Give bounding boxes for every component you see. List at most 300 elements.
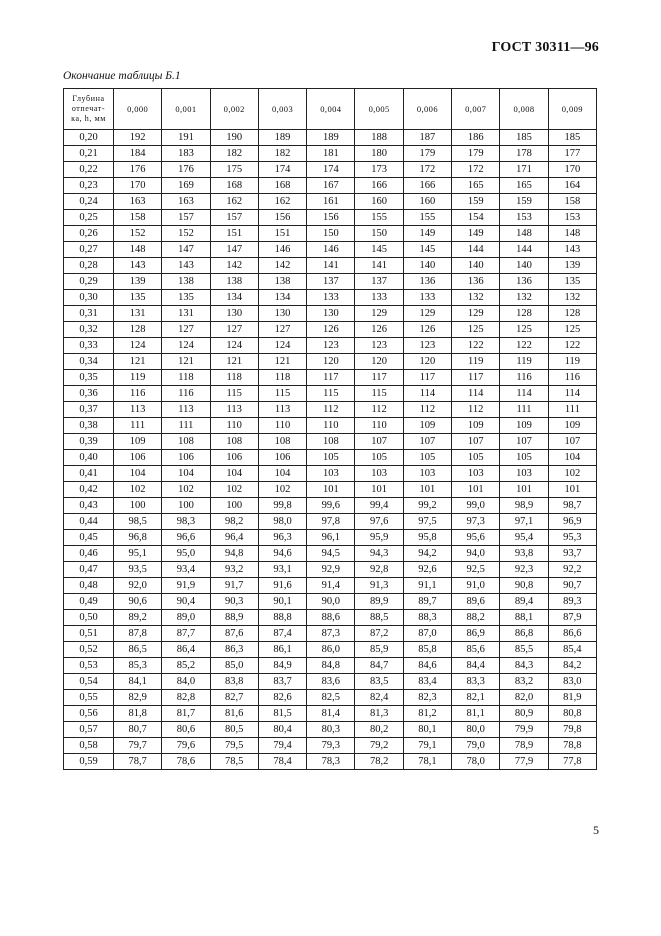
hardness-cell: 78,2 xyxy=(355,754,403,770)
hardness-cell: 103 xyxy=(355,466,403,482)
table-row xyxy=(64,658,597,674)
depth-cell: 0,41 xyxy=(64,466,114,482)
table-caption: Окончание таблицы Б.1 xyxy=(63,70,181,82)
hardness-cell: 115 xyxy=(258,386,306,402)
table-row xyxy=(64,690,597,706)
hardness-cell: 144 xyxy=(500,242,548,258)
hardness-cell: 107 xyxy=(500,434,548,450)
hardness-cell: 148 xyxy=(500,226,548,242)
hardness-cell: 122 xyxy=(500,338,548,354)
table-row xyxy=(64,562,597,578)
hardness-cell: 170 xyxy=(548,162,596,178)
hardness-cell: 187 xyxy=(403,130,451,146)
depth-column-header xyxy=(64,89,114,130)
depth-cell: 0,26 xyxy=(64,226,114,242)
hardness-cell: 106 xyxy=(210,450,258,466)
hardness-cell: 86,1 xyxy=(258,642,306,658)
hardness-cell: 123 xyxy=(355,338,403,354)
table-row xyxy=(64,642,597,658)
hardness-cell: 79,6 xyxy=(162,738,210,754)
hardness-cell: 104 xyxy=(114,466,162,482)
hardness-cell: 101 xyxy=(452,482,500,498)
depth-cell: 0,40 xyxy=(64,450,114,466)
hardness-cell: 78,1 xyxy=(403,754,451,770)
depth-cell: 0,33 xyxy=(64,338,114,354)
hardness-cell: 92,8 xyxy=(355,562,403,578)
hardness-cell: 92,9 xyxy=(307,562,355,578)
hardness-cell: 92,6 xyxy=(403,562,451,578)
hardness-cell: 104 xyxy=(548,450,596,466)
hardness-cell: 138 xyxy=(210,274,258,290)
hardness-cell: 188 xyxy=(355,130,403,146)
hardness-cell: 119 xyxy=(114,370,162,386)
hardness-cell: 78,0 xyxy=(452,754,500,770)
hardness-cell: 91,0 xyxy=(452,578,500,594)
table-row xyxy=(64,578,597,594)
table-row xyxy=(64,434,597,450)
hardness-cell: 128 xyxy=(500,306,548,322)
hardness-cell: 109 xyxy=(403,418,451,434)
depth-cell: 0,39 xyxy=(64,434,114,450)
table-row xyxy=(64,242,597,258)
hardness-cell: 80,5 xyxy=(210,722,258,738)
hardness-cell: 127 xyxy=(210,322,258,338)
hardness-cell: 100 xyxy=(210,498,258,514)
hardness-cell: 85,9 xyxy=(355,642,403,658)
hardness-cell: 155 xyxy=(403,210,451,226)
hardness-cell: 86,3 xyxy=(210,642,258,658)
hardness-cell: 137 xyxy=(355,274,403,290)
hardness-cell: 98,7 xyxy=(548,498,596,514)
hardness-cell: 81,8 xyxy=(114,706,162,722)
hardness-cell: 166 xyxy=(403,178,451,194)
hardness-cell: 164 xyxy=(548,178,596,194)
hardness-cell: 77,8 xyxy=(548,754,596,770)
hardness-cell: 105 xyxy=(500,450,548,466)
hardness-cell: 85,2 xyxy=(162,658,210,674)
hardness-cell: 85,5 xyxy=(500,642,548,658)
hardness-cell: 105 xyxy=(452,450,500,466)
hardness-cell: 89,2 xyxy=(114,610,162,626)
table-row xyxy=(64,322,597,338)
hardness-cell: 80,2 xyxy=(355,722,403,738)
hardness-cell: 100 xyxy=(162,498,210,514)
hardness-cell: 107 xyxy=(403,434,451,450)
hardness-cell: 110 xyxy=(210,418,258,434)
hardness-cell: 80,1 xyxy=(403,722,451,738)
hardness-cell: 90,0 xyxy=(307,594,355,610)
hardness-cell: 90,7 xyxy=(548,578,596,594)
hardness-cell: 80,6 xyxy=(162,722,210,738)
hardness-cell: 122 xyxy=(548,338,596,354)
hardness-cell: 81,1 xyxy=(452,706,500,722)
column-header: 0,005 xyxy=(355,89,403,130)
hardness-cell: 98,3 xyxy=(162,514,210,530)
hardness-cell: 93,4 xyxy=(162,562,210,578)
hardness-cell: 84,6 xyxy=(403,658,451,674)
hardness-cell: 140 xyxy=(452,258,500,274)
hardness-cell: 86,5 xyxy=(114,642,162,658)
hardness-cell: 80,4 xyxy=(258,722,306,738)
hardness-cell: 84,3 xyxy=(500,658,548,674)
hardness-cell: 121 xyxy=(258,354,306,370)
hardness-cell: 89,0 xyxy=(162,610,210,626)
hardness-cell: 81,9 xyxy=(548,690,596,706)
depth-cell: 0,28 xyxy=(64,258,114,274)
depth-cell: 0,52 xyxy=(64,642,114,658)
hardness-cell: 95,4 xyxy=(500,530,548,546)
hardness-cell: 113 xyxy=(162,402,210,418)
hardness-cell: 117 xyxy=(403,370,451,386)
hardness-cell: 109 xyxy=(548,418,596,434)
hardness-cell: 162 xyxy=(210,194,258,210)
table-row xyxy=(64,146,597,162)
hardness-cell: 90,6 xyxy=(114,594,162,610)
depth-cell: 0,54 xyxy=(64,674,114,690)
depth-cell: 0,35 xyxy=(64,370,114,386)
hardness-cell: 94,5 xyxy=(307,546,355,562)
hardness-cell: 116 xyxy=(162,386,210,402)
hardness-cell: 151 xyxy=(210,226,258,242)
hardness-cell: 97,8 xyxy=(307,514,355,530)
depth-cell: 0,44 xyxy=(64,514,114,530)
depth-cell: 0,53 xyxy=(64,658,114,674)
hardness-cell: 82,8 xyxy=(162,690,210,706)
hardness-cell: 153 xyxy=(500,210,548,226)
table-row xyxy=(64,130,597,146)
hardness-cell: 82,3 xyxy=(403,690,451,706)
hardness-cell: 131 xyxy=(162,306,210,322)
hardness-cell: 175 xyxy=(210,162,258,178)
depth-cell: 0,20 xyxy=(64,130,114,146)
hardness-cell: 172 xyxy=(452,162,500,178)
hardness-cell: 128 xyxy=(548,306,596,322)
hardness-cell: 98,9 xyxy=(500,498,548,514)
table-row xyxy=(64,594,597,610)
hardness-cell: 113 xyxy=(114,402,162,418)
hardness-cell: 81,3 xyxy=(355,706,403,722)
hardness-cell: 84,7 xyxy=(355,658,403,674)
hardness-cell: 135 xyxy=(114,290,162,306)
hardness-cell: 81,2 xyxy=(403,706,451,722)
hardness-cell: 126 xyxy=(355,322,403,338)
hardness-cell: 86,9 xyxy=(452,626,500,642)
hardness-cell: 141 xyxy=(355,258,403,274)
hardness-cell: 143 xyxy=(548,242,596,258)
hardness-cell: 165 xyxy=(500,178,548,194)
hardness-cell: 134 xyxy=(258,290,306,306)
hardness-cell: 82,5 xyxy=(307,690,355,706)
hardness-cell: 169 xyxy=(162,178,210,194)
hardness-cell: 113 xyxy=(210,402,258,418)
hardness-cell: 89,6 xyxy=(452,594,500,610)
hardness-cell: 125 xyxy=(548,322,596,338)
hardness-cell: 189 xyxy=(258,130,306,146)
hardness-cell: 101 xyxy=(307,482,355,498)
hardness-cell: 112 xyxy=(307,402,355,418)
hardness-cell: 81,4 xyxy=(307,706,355,722)
hardness-cell: 145 xyxy=(355,242,403,258)
hardness-cell: 134 xyxy=(210,290,258,306)
table-row xyxy=(64,482,597,498)
column-header: 0,001 xyxy=(162,89,210,130)
hardness-cell: 130 xyxy=(258,306,306,322)
hardness-cell: 104 xyxy=(210,466,258,482)
depth-cell: 0,27 xyxy=(64,242,114,258)
hardness-cell: 81,7 xyxy=(162,706,210,722)
hardness-cell: 85,0 xyxy=(210,658,258,674)
hardness-cell: 136 xyxy=(403,274,451,290)
hardness-cell: 108 xyxy=(258,434,306,450)
hardness-cell: 101 xyxy=(403,482,451,498)
hardness-cell: 88,5 xyxy=(355,610,403,626)
hardness-cell: 91,7 xyxy=(210,578,258,594)
hardness-cell: 90,4 xyxy=(162,594,210,610)
hardness-cell: 82,9 xyxy=(114,690,162,706)
table-row xyxy=(64,306,597,322)
hardness-cell: 90,1 xyxy=(258,594,306,610)
depth-cell: 0,57 xyxy=(64,722,114,738)
hardness-cell: 87,4 xyxy=(258,626,306,642)
hardness-cell: 103 xyxy=(452,466,500,482)
depth-cell: 0,36 xyxy=(64,386,114,402)
hardness-cell: 94,8 xyxy=(210,546,258,562)
hardness-cell: 87,2 xyxy=(355,626,403,642)
hardness-cell: 79,5 xyxy=(210,738,258,754)
hardness-cell: 87,3 xyxy=(307,626,355,642)
hardness-cell: 91,9 xyxy=(162,578,210,594)
hardness-cell: 88,8 xyxy=(258,610,306,626)
depth-cell: 0,23 xyxy=(64,178,114,194)
depth-header-line: Глубина xyxy=(72,94,105,103)
hardness-cell: 96,9 xyxy=(548,514,596,530)
hardness-cell: 95,0 xyxy=(162,546,210,562)
hardness-cell: 127 xyxy=(258,322,306,338)
hardness-cell: 145 xyxy=(403,242,451,258)
table-row xyxy=(64,450,597,466)
hardness-cell: 170 xyxy=(114,178,162,194)
hardness-cell: 118 xyxy=(162,370,210,386)
hardness-cell: 179 xyxy=(403,146,451,162)
depth-cell: 0,55 xyxy=(64,690,114,706)
hardness-cell: 107 xyxy=(548,434,596,450)
hardness-cell: 157 xyxy=(162,210,210,226)
hardness-cell: 132 xyxy=(452,290,500,306)
hardness-cell: 89,4 xyxy=(500,594,548,610)
hardness-cell: 86,0 xyxy=(307,642,355,658)
hardness-cell: 190 xyxy=(210,130,258,146)
hardness-cell: 116 xyxy=(500,370,548,386)
hardness-cell: 174 xyxy=(307,162,355,178)
hardness-cell: 78,3 xyxy=(307,754,355,770)
hardness-cell: 97,1 xyxy=(500,514,548,530)
hardness-cell: 78,9 xyxy=(500,738,548,754)
hardness-cell: 92,3 xyxy=(500,562,548,578)
hardness-cell: 87,6 xyxy=(210,626,258,642)
hardness-cell: 83,0 xyxy=(548,674,596,690)
hardness-cell: 98,5 xyxy=(114,514,162,530)
hardness-cell: 171 xyxy=(500,162,548,178)
table-row xyxy=(64,338,597,354)
hardness-cell: 146 xyxy=(258,242,306,258)
hardness-cell: 99,0 xyxy=(452,498,500,514)
hardness-cell: 133 xyxy=(403,290,451,306)
hardness-cell: 138 xyxy=(258,274,306,290)
hardness-cell: 172 xyxy=(403,162,451,178)
hardness-cell: 109 xyxy=(452,418,500,434)
hardness-cell: 96,8 xyxy=(114,530,162,546)
depth-header-line: ка, h, мм xyxy=(71,114,106,123)
hardness-cell: 155 xyxy=(355,210,403,226)
table-row xyxy=(64,626,597,642)
hardness-cell: 82,1 xyxy=(452,690,500,706)
hardness-cell: 78,8 xyxy=(548,738,596,754)
hardness-cell: 79,0 xyxy=(452,738,500,754)
hardness-cell: 118 xyxy=(258,370,306,386)
hardness-cell: 129 xyxy=(355,306,403,322)
hardness-cell: 79,8 xyxy=(548,722,596,738)
hardness-cell: 120 xyxy=(403,354,451,370)
hardness-cell: 146 xyxy=(307,242,355,258)
depth-cell: 0,59 xyxy=(64,754,114,770)
hardness-cell: 133 xyxy=(307,290,355,306)
hardness-cell: 87,0 xyxy=(403,626,451,642)
hardness-cell: 85,8 xyxy=(403,642,451,658)
table-row xyxy=(64,162,597,178)
depth-cell: 0,25 xyxy=(64,210,114,226)
depth-header-line: отпечат- xyxy=(71,104,106,113)
hardness-cell: 121 xyxy=(114,354,162,370)
hardness-cell: 82,6 xyxy=(258,690,306,706)
hardness-cell: 136 xyxy=(452,274,500,290)
hardness-cell: 87,8 xyxy=(114,626,162,642)
hardness-cell: 135 xyxy=(162,290,210,306)
depth-cell: 0,48 xyxy=(64,578,114,594)
depth-cell: 0,38 xyxy=(64,418,114,434)
hardness-cell: 160 xyxy=(403,194,451,210)
hardness-cell: 102 xyxy=(162,482,210,498)
hardness-cell: 94,2 xyxy=(403,546,451,562)
hardness-cell: 84,8 xyxy=(307,658,355,674)
hardness-cell: 105 xyxy=(307,450,355,466)
table-row xyxy=(64,754,597,770)
hardness-cell: 83,4 xyxy=(403,674,451,690)
hardness-cell: 101 xyxy=(500,482,548,498)
hardness-cell: 104 xyxy=(258,466,306,482)
hardness-cell: 106 xyxy=(258,450,306,466)
hardness-cell: 140 xyxy=(500,258,548,274)
hardness-cell: 93,1 xyxy=(258,562,306,578)
hardness-cell: 93,7 xyxy=(548,546,596,562)
table-row xyxy=(64,274,597,290)
hardness-cell: 149 xyxy=(403,226,451,242)
hardness-cell: 116 xyxy=(548,370,596,386)
table-row xyxy=(64,178,597,194)
table-row xyxy=(64,370,597,386)
hardness-cell: 149 xyxy=(452,226,500,242)
table-row xyxy=(64,386,597,402)
hardness-cell: 112 xyxy=(452,402,500,418)
hardness-cell: 103 xyxy=(307,466,355,482)
depth-cell: 0,47 xyxy=(64,562,114,578)
table-header-row xyxy=(64,89,597,130)
hardness-cell: 103 xyxy=(403,466,451,482)
hardness-cell: 103 xyxy=(500,466,548,482)
hardness-cell: 165 xyxy=(452,178,500,194)
hardness-cell: 125 xyxy=(452,322,500,338)
hardness-cell: 99,4 xyxy=(355,498,403,514)
hardness-cell: 98,0 xyxy=(258,514,306,530)
hardness-cell: 150 xyxy=(355,226,403,242)
hardness-cell: 111 xyxy=(548,402,596,418)
hardness-cell: 158 xyxy=(548,194,596,210)
depth-cell: 0,49 xyxy=(64,594,114,610)
hardness-cell: 119 xyxy=(548,354,596,370)
hardness-cell: 130 xyxy=(307,306,355,322)
hardness-cell: 105 xyxy=(403,450,451,466)
hardness-cell: 97,6 xyxy=(355,514,403,530)
hardness-cell: 88,6 xyxy=(307,610,355,626)
hardness-cell: 109 xyxy=(114,434,162,450)
hardness-cell: 84,4 xyxy=(452,658,500,674)
hardness-cell: 100 xyxy=(114,498,162,514)
hardness-cell: 115 xyxy=(210,386,258,402)
hardness-cell: 130 xyxy=(210,306,258,322)
column-header: 0,002 xyxy=(210,89,258,130)
hardness-cell: 135 xyxy=(548,274,596,290)
hardness-cell: 82,4 xyxy=(355,690,403,706)
table-row xyxy=(64,210,597,226)
hardness-cell: 112 xyxy=(355,402,403,418)
hardness-cell: 97,3 xyxy=(452,514,500,530)
hardness-cell: 87,7 xyxy=(162,626,210,642)
table-row xyxy=(64,194,597,210)
hardness-cell: 124 xyxy=(162,338,210,354)
hardness-cell: 127 xyxy=(162,322,210,338)
hardness-cell: 89,7 xyxy=(403,594,451,610)
hardness-cell: 162 xyxy=(258,194,306,210)
hardness-cell: 102 xyxy=(258,482,306,498)
hardness-cell: 168 xyxy=(210,178,258,194)
standard-code: ГОСТ 30311—96 xyxy=(491,40,599,55)
hardness-cell: 154 xyxy=(452,210,500,226)
page-number: 5 xyxy=(593,823,599,837)
hardness-cell: 125 xyxy=(500,322,548,338)
hardness-cell: 91,1 xyxy=(403,578,451,594)
hardness-cell: 119 xyxy=(500,354,548,370)
hardness-cell: 79,3 xyxy=(307,738,355,754)
hardness-cell: 80,8 xyxy=(548,706,596,722)
depth-cell: 0,21 xyxy=(64,146,114,162)
depth-cell: 0,50 xyxy=(64,610,114,626)
hardness-cell: 81,6 xyxy=(210,706,258,722)
table-row xyxy=(64,226,597,242)
hardness-cell: 167 xyxy=(307,178,355,194)
hardness-cell: 181 xyxy=(307,146,355,162)
hardness-cell: 114 xyxy=(452,386,500,402)
hardness-cell: 98,2 xyxy=(210,514,258,530)
hardness-cell: 157 xyxy=(210,210,258,226)
hardness-cell: 191 xyxy=(162,130,210,146)
hardness-cell: 87,9 xyxy=(548,610,596,626)
hardness-cell: 148 xyxy=(114,242,162,258)
hardness-cell: 110 xyxy=(307,418,355,434)
hardness-cell: 108 xyxy=(307,434,355,450)
hardness-cell: 97,5 xyxy=(403,514,451,530)
hardness-cell: 92,2 xyxy=(548,562,596,578)
table-row xyxy=(64,418,597,434)
hardness-cell: 143 xyxy=(114,258,162,274)
